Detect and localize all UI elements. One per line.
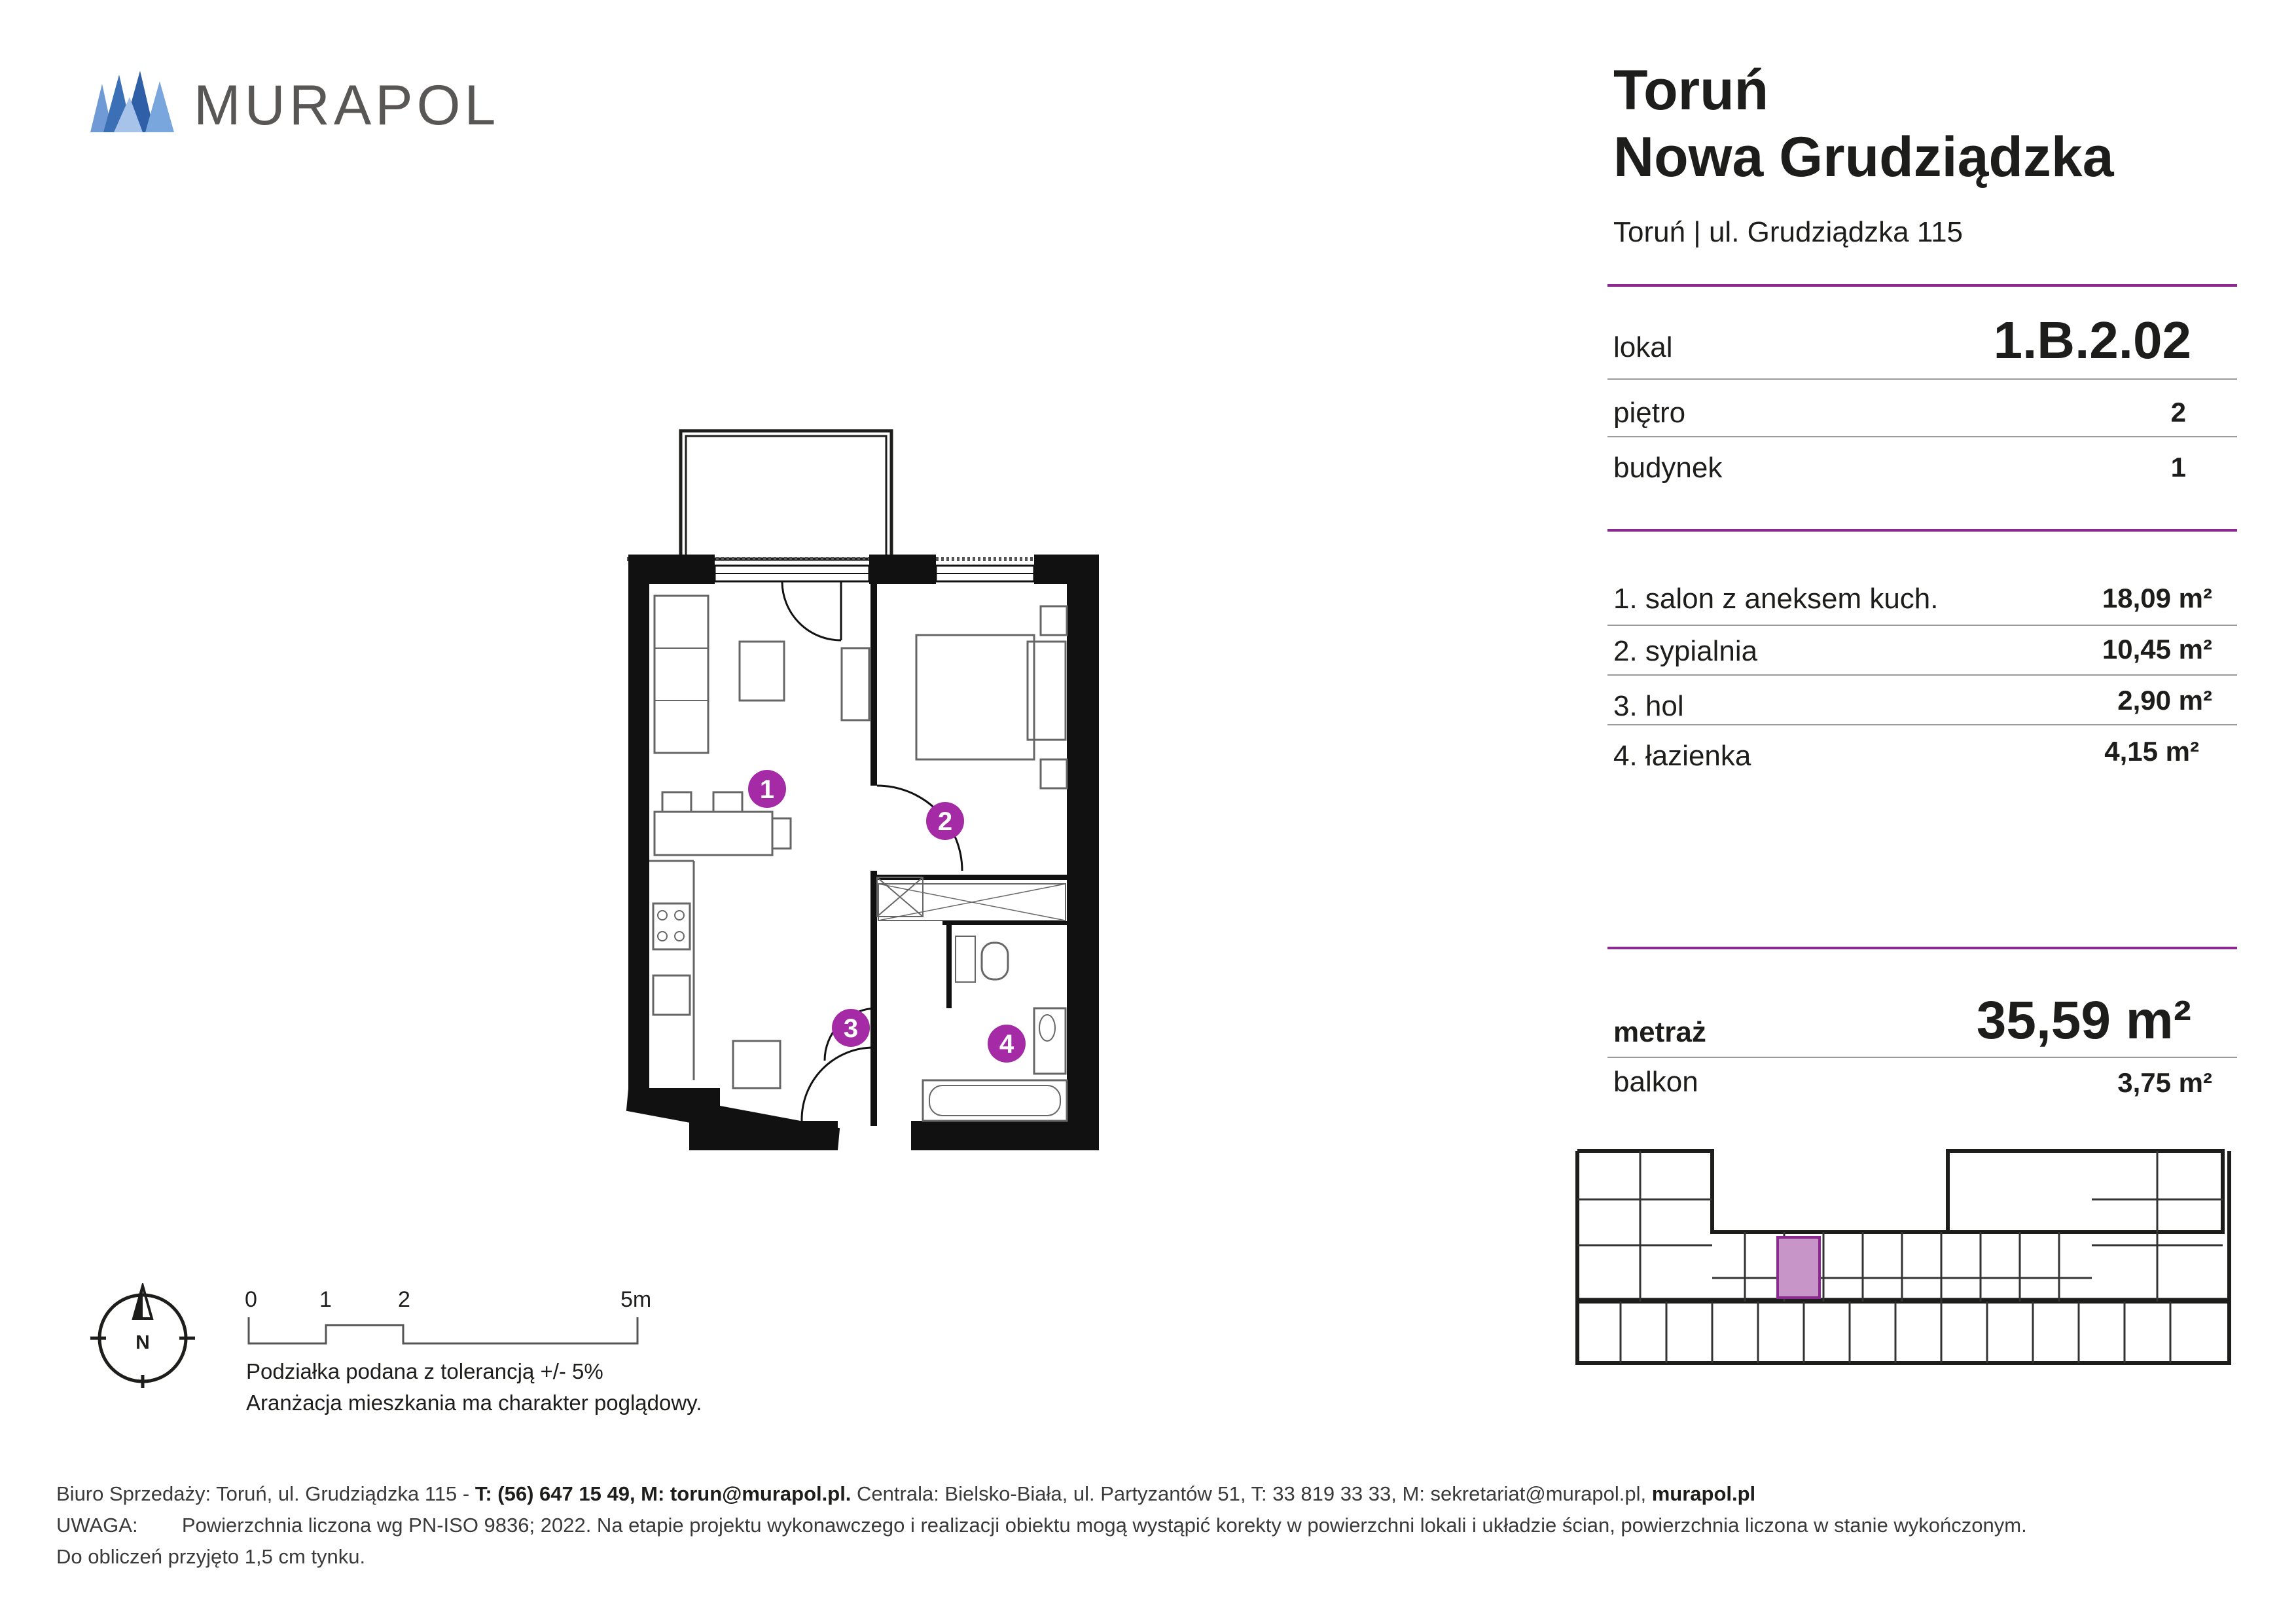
scale-bar (247, 1316, 640, 1346)
building-key-plan (1568, 1147, 2242, 1379)
arrangement-note: Aranżacja mieszkania ma charakter poglądowy. (246, 1391, 702, 1415)
room-area-1: 18,09 m² (2102, 583, 2212, 613)
floor-plan (615, 419, 1126, 1159)
footer-office: Biuro Sprzedaży: Toruń, ul. Grudziądzka 115 - (56, 1482, 475, 1505)
floor-value: 2 (2170, 397, 2186, 428)
room-marker-1 (748, 770, 786, 808)
scale-tick-0: 0 (245, 1287, 257, 1312)
room-area-3: 2,90 m² (2117, 685, 2212, 716)
address: Toruń | ul. Grudziądzka 115 (1613, 216, 1964, 248)
room-area-4: 4,15 m² (2104, 736, 2199, 767)
footer-line-1 (56, 1482, 1755, 1506)
scale-note: Podziałka podana z tolerancją +/- 5% (246, 1359, 603, 1383)
room-marker-3 (832, 1009, 870, 1047)
room-marker-1-label: 1 (759, 775, 775, 804)
balcony-value: 3,75 m² (2117, 1067, 2212, 1098)
footer-line-2 (56, 1514, 2027, 1537)
divider (1607, 724, 2237, 725)
scale-tick-5: 5m (620, 1287, 652, 1312)
footer-contact: T: (56) 647 15 49, M: torun@murapol.pl. (475, 1482, 852, 1505)
footer-line-3: Do obliczeń przyjęto 1,5 cm tynku. (56, 1545, 366, 1568)
room-label-4: 4. łazienka (1613, 740, 1751, 772)
area-label: metraż (1613, 1016, 1706, 1048)
room-marker-3-label: 3 (843, 1014, 859, 1043)
footer-hq: Centrala: Bielsko-Biała, ul. Partyzantów 51, T: 33 819 33 33, M: sekretariat@murapol.pl, (851, 1482, 1652, 1505)
room-marker-2 (926, 802, 964, 840)
footer-warning-label: UWAGA: (56, 1514, 138, 1537)
highlighted-unit (1778, 1237, 1820, 1298)
room-marker-2-label: 2 (937, 807, 953, 836)
north-label: N (135, 1332, 150, 1353)
compass-icon (90, 1283, 195, 1388)
scale-tick-1: 1 (319, 1287, 332, 1312)
room-area-2: 10,45 m² (2102, 634, 2212, 665)
lokal-label: lokal (1613, 331, 1673, 363)
room-label-1: 1. salon z aneksem kuch. (1613, 583, 1939, 615)
city-title: Toruń (1613, 59, 1769, 122)
divider (1607, 1057, 2237, 1058)
logo-mark-icon (90, 71, 175, 134)
building-label: budynek (1613, 452, 1723, 484)
divider (1607, 674, 2237, 676)
building-value: 1 (2170, 452, 2186, 483)
area-value: 35,59 m² (1976, 991, 2191, 1050)
brand-name: MURAPOL (194, 74, 500, 137)
footer-website[interactable]: murapol.pl (1651, 1482, 1756, 1505)
footer-warning-text: Powierzchnia liczona wg PN-ISO 9836; 2022. Na etapie projektu wykonawczego i realizacji obiektu mogą wystąpić korekty w powierzchni lokali i układzie ścian, powierzchnia liczona w stanie wykończonym. (181, 1514, 2027, 1537)
scale-tick-2: 2 (398, 1287, 410, 1312)
divider (1607, 947, 2237, 949)
divider (1607, 378, 2237, 380)
room-marker-4-label: 4 (999, 1030, 1014, 1059)
balcony-outline (681, 431, 891, 559)
lokal-value: 1.B.2.02 (1993, 311, 2191, 369)
divider (1607, 529, 2237, 532)
room-label-3: 3. hol (1613, 690, 1684, 722)
divider (1607, 436, 2237, 437)
floor-label: piętro (1613, 397, 1686, 429)
divider (1607, 284, 2237, 287)
balcony-label: balkon (1613, 1066, 1698, 1098)
estate-title: Nowa Grudziądzka (1613, 126, 2114, 189)
room-label-2: 2. sypialnia (1613, 635, 1758, 667)
divider (1607, 625, 2237, 626)
room-marker-4 (988, 1025, 1026, 1063)
brand-logo (90, 71, 509, 136)
